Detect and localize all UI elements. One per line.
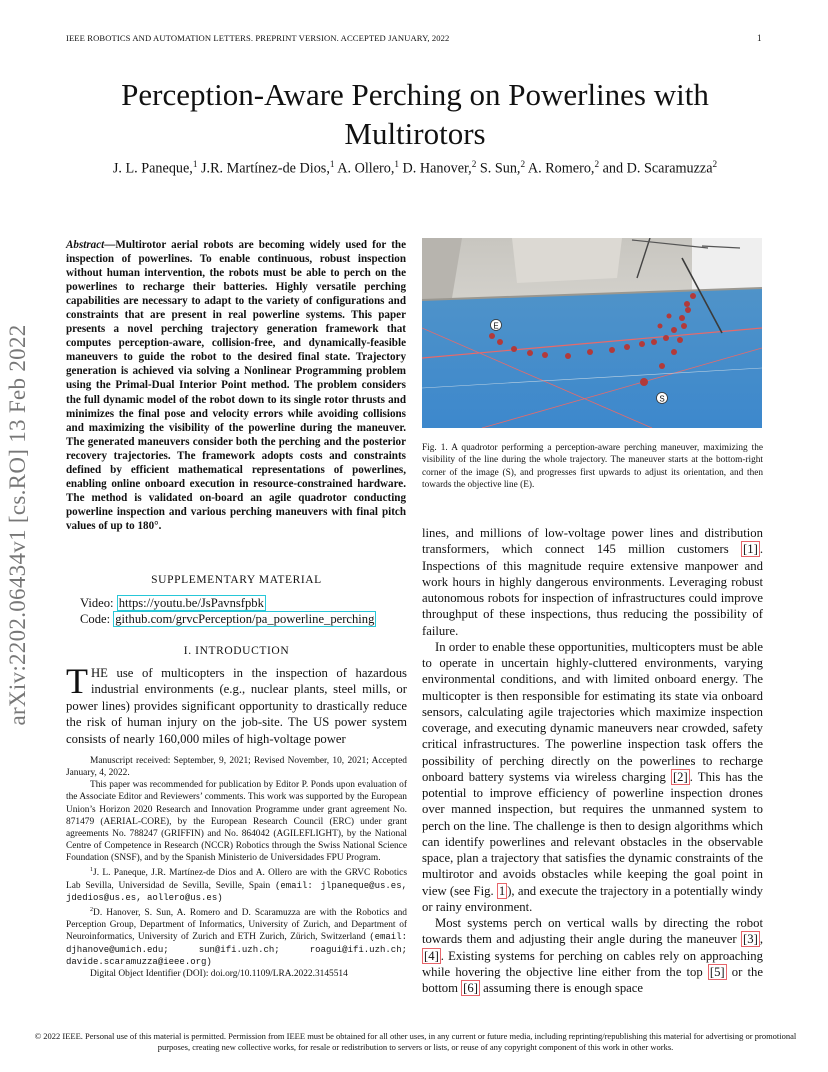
affiliation-mark: 2 xyxy=(712,159,718,169)
supplementary-heading: SUPPLEMENTARY MATERIAL xyxy=(151,574,322,586)
footnote-mark: 2 xyxy=(90,907,94,913)
text-span: , xyxy=(759,932,763,947)
text-span: lines, and millions of low-voltage power lines and distribution transformers, which connect 145 million customers xyxy=(422,526,763,557)
author: and D. Scaramuzza xyxy=(602,160,713,177)
running-head: IEEE ROBOTICS AND AUTOMATION LETTERS. PREPRINT VERSION. ACCEPTED JANUARY, 2022 xyxy=(66,33,450,43)
code-label: Code: xyxy=(80,612,111,627)
abstract-text: —Multirotor aerial robots are becoming widely used for the inspection of powerlines. To enable continuous, robust inspection without human intervention, the robots must be able to perch on the powerlines to recharge their batteries. Highly versatile perching capabilities are necessary to adapt to the variety of configurations and constraints that are present in real powerline systems. This paper presents a novel perching trajectory generation framework that computes perception-aware, collision-free, and dynamically-feasible maneuvers to guide the robot to the desired final state. Trajectory generation is achieved via solving a Nonlinear Programming problem using the Primal-Dual Interior Point method. The problem considers the full dynamic model of the robot down to its single rotor thrusts and minimizes the final pose and velocity errors while avoiding collisions and maximizing the visibility of the powerline during the maneuver. The generated maneuvers consider both the perching and the posterior recovery trajectories. The framework adopts costs and constraints defined by efficient mathematical representations of powerlines, enabling online onboard execution in resource-constrained hardware. The method is validated on-board an agile quadrotor conducting powerline inspection and various perching maneuvers with final pitch values of up to 180°. xyxy=(66,239,406,532)
affiliation-text: D. Hanover, S. Sun, A. Romero and D. Scaramuzza are with the Robotics and Perception Group, Department of Informatics, University of Zurich, and Department of Neuroinformatics, University of Zurich and ETH Zurich, Zürich, Switzerland xyxy=(66,908,407,943)
affiliation-text: J. L. Paneque, J.R. Martínez-de Dios and A. Ollero are with the GRVC Robotics Lab Sevilla, Universidad de Sevilla, Seville, Spain xyxy=(66,868,407,891)
arxiv-stamp: arXiv:2202.06434v1 [cs.RO] 13 Feb 2022 xyxy=(5,324,30,726)
title-line-1: Perception-Aware Perching on Powerlines with xyxy=(121,77,709,112)
paragraph xyxy=(422,525,763,639)
affiliation-mark: 1 xyxy=(394,159,399,169)
author: A. Ollero, xyxy=(337,160,395,177)
text-span: ), and execute the trajectory in a potentially windy or rainy environment. xyxy=(422,883,764,914)
intro-paragraph xyxy=(66,661,407,747)
abstract xyxy=(66,238,406,533)
email-list: (email: djhanove@umich.edu; sun@ifi.uzh.ch; roagui@ifi.uzh.ch; davide.scaramuzza@ieee.org) xyxy=(66,932,407,967)
paragraph xyxy=(422,639,763,915)
intro-text: use of multicopters in the inspection of hazardous industrial environments (e.g., nuclear plants, steel mills, or power lines) provides significant opportunity to drastically reduce the risk of human injury on the job-site. The US power system consists of nearly 160,000 miles of high-voltage power xyxy=(66,666,407,746)
affiliation-mark: 2 xyxy=(594,159,600,169)
affiliation-mark: 1 xyxy=(329,159,335,169)
code-link[interactable]: github.com/grvcPerception/pa_powerline_perching xyxy=(115,612,375,627)
doi-note: Digital Object Identifier (DOI): doi.org/10.1109/LRA.2022.3145514 xyxy=(90,968,348,979)
text-span: Most systems perch on vertical walls by directing the robot towards them and adjusting their angle during the maneuver xyxy=(422,916,763,947)
footnotes xyxy=(66,755,407,980)
small-caps-word: HE xyxy=(91,666,108,680)
abstract-label: Abstract xyxy=(66,239,105,251)
figure-link[interactable]: 1 xyxy=(498,883,506,898)
copyright-notice: © 2022 IEEE. Personal use of this material is permitted. Permission from IEEE must be obtained for all other uses, in any current or future media, including reprinting/republishing this material for advertising or promotional purposes, creating new collective works, for resale or redistribution to servers or lists, or reuse of any copyright component of this work in other works. xyxy=(34,1031,797,1053)
citation-link[interactable]: [1] xyxy=(743,542,758,557)
text-span: assuming there is enough space xyxy=(479,981,644,995)
paragraph xyxy=(422,915,763,996)
drop-cap: T xyxy=(66,661,88,701)
right-column-text xyxy=(422,525,763,996)
editor-note: This paper was recommended for publication by Editor P. Ponds upon evaluation of the Associate Editor and Reviewers’ comments. This work was supported by the European Union’s Horizon 2020 Research and Innovation Programme under grant agreement No. 871479 (AERIAL-CORE), by the European Research Council (ERC) under grant agreements No. 788247 (GRIFFIN) and No. 864042 (AGILEFLIGHT), by the National Centre of Competence in Research (NCCR) Robotics through the Swiss National Science Foundation (SNSF), and by the Spanish Ministerio de Universidades FPU Program. xyxy=(66,780,407,864)
start-marker-label: S xyxy=(659,394,665,404)
text-span: . Inspections of this magnitude require extensive manpower and work hours in highly dangerous environments. Leveraging robust autonomous robots for inspection of infrastructures could improve throughput of these inspections, thus reducing the possibility of failure. xyxy=(422,542,763,638)
citation-link[interactable]: [4] xyxy=(424,948,439,963)
manuscript-note: Manuscript received: September, 9, 2021; Revised November, 10, 2021; Accepted January, 4, 2022. xyxy=(66,756,407,779)
author: S. Sun, xyxy=(479,160,521,177)
text-span: or the bottom xyxy=(422,964,763,995)
text-span: In order to enable these opportunities, multicopters must be able to operate in uncertain highly-cluttered environments, varying environmental conditions, and with limited onboard energy. The multicopter is then responsible for estimating its state via onboard sensors, calculating agile trajectories which maximize inspection coverage, and executing dynamic maneuvers near crowded, safety critical infrastructures. The powerline inspection task offers the possibility of perching directly on the powerlines to recharge onboard battery systems via wireless charging xyxy=(422,639,763,784)
affiliation-1 xyxy=(66,864,407,904)
citation-link[interactable]: [2] xyxy=(672,769,688,784)
author-list xyxy=(60,159,770,178)
quadrotor-trajectory-photo xyxy=(422,238,762,428)
end-marker-label: E xyxy=(493,321,499,331)
page-number: 1 xyxy=(757,33,762,43)
author: D. Hanover, xyxy=(402,160,472,177)
email-list: (email: jlpaneque@us.es, jdedios@us.es, aollero@us.es) xyxy=(66,880,407,903)
text-span: . Existing systems for perching on cables rely on approaching while hovering the objective line either from the top xyxy=(422,948,763,979)
citation-link[interactable]: [5] xyxy=(709,964,725,979)
footnote-mark: 1 xyxy=(90,867,94,874)
citation-link[interactable]: [6] xyxy=(463,981,478,995)
author: A. Romero, xyxy=(527,160,595,177)
video-link[interactable]: https://youtu.be/JsPavnsfpbk xyxy=(118,596,264,610)
affiliation-2 xyxy=(66,904,407,968)
author: J. L. Paneque, xyxy=(112,160,193,177)
figure-caption: Fig. 1. A quadrotor performing a perception-aware perching maneuver, maximizing the visibility of the line during the whole trajectory. The maneuver starts at the bottom-right corner of the image (S), and progresses first upwards to adjust its orientation, and then towards the objective line (E). xyxy=(422,443,763,490)
author: J.R. Martínez-de Dios, xyxy=(201,160,330,177)
paper-title xyxy=(60,75,770,153)
text-span: . This has the potential to improve efficiency of powerline inspection drones over manned inspection, but requires the unmanned system to perch on the line. The challenge is then to design algorithms which can identify powerlines and relevant obstacles in the observable space, plan a trajectory that satisfies the dynamic constraints of the multirotor and avoids obstacles while keeping the goal point in view (see Fig. xyxy=(422,769,763,898)
affiliation-mark: 2 xyxy=(520,159,526,169)
section-heading: I. INTRODUCTION xyxy=(183,645,290,657)
citation-link[interactable]: [3] xyxy=(743,932,758,947)
video-label: Video: xyxy=(80,596,114,610)
supplementary-links xyxy=(80,595,410,628)
affiliation-mark: 1 xyxy=(192,159,198,169)
title-line-2: Multirotors xyxy=(344,116,486,151)
figure-photo xyxy=(422,238,762,428)
affiliation-mark: 2 xyxy=(471,159,477,169)
